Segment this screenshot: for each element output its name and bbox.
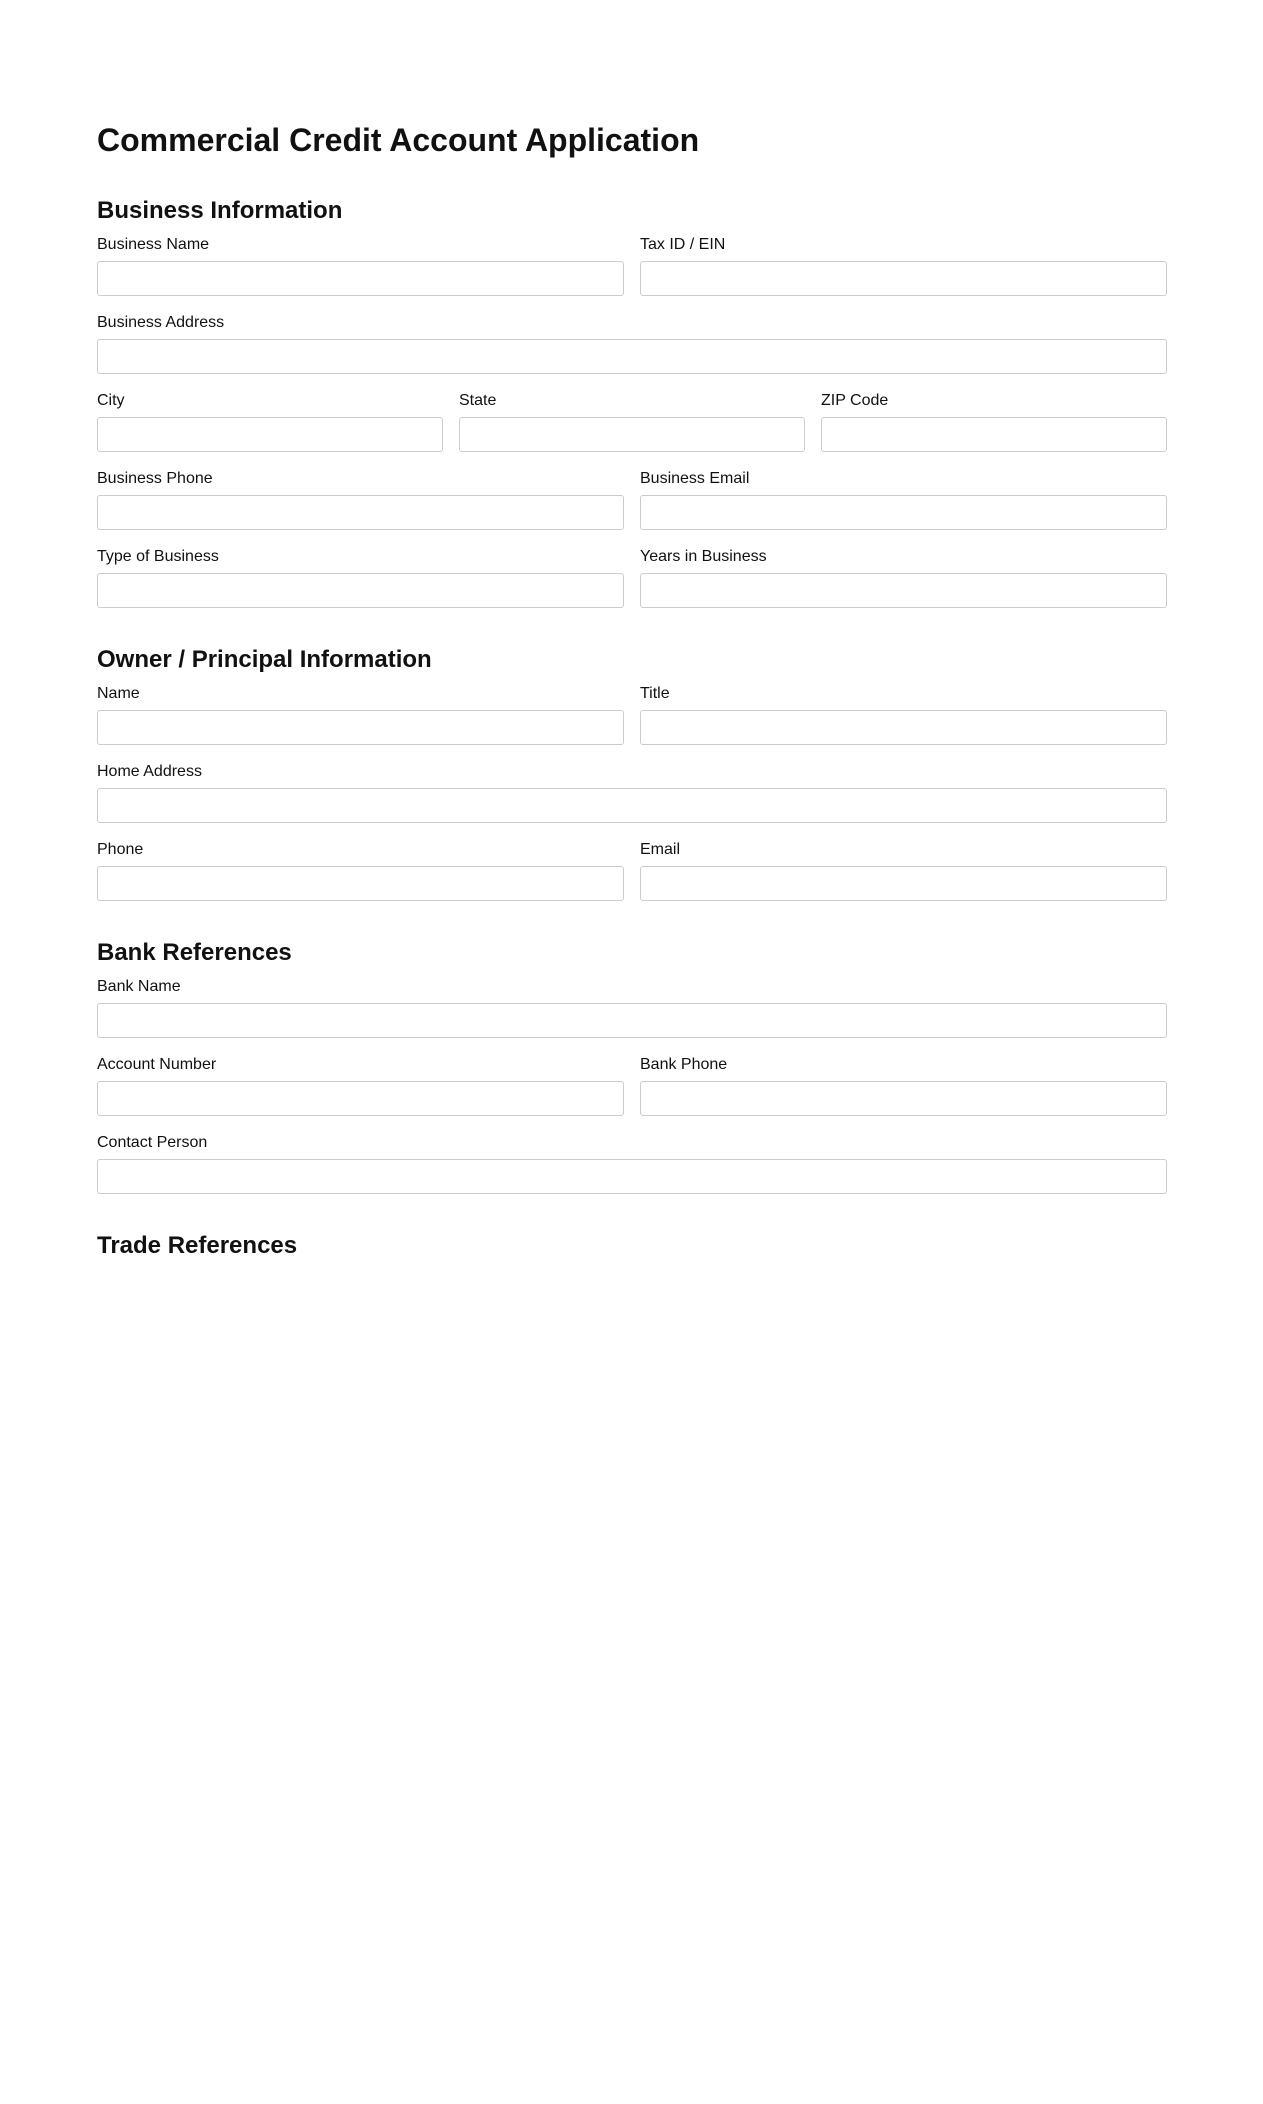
home-address-input[interactable] — [97, 788, 1167, 823]
owner-name-label: Name — [97, 685, 140, 702]
city-label: City — [97, 392, 125, 409]
business-name-input[interactable] — [97, 261, 624, 296]
business-phone-input[interactable] — [97, 495, 624, 530]
bank-phone-input[interactable] — [640, 1081, 1167, 1116]
business-name-label: Business Name — [97, 236, 210, 253]
section-bank-references — [97, 939, 1167, 1194]
field-owner-title — [640, 684, 1167, 745]
section-title-bank-references: Bank References — [97, 939, 292, 966]
form-row — [97, 684, 1167, 745]
bank-name-input[interactable] — [97, 1003, 1167, 1038]
field-state — [459, 391, 805, 452]
form-row — [97, 391, 1167, 452]
field-bank-name — [97, 977, 1167, 1038]
owner-name-input[interactable] — [97, 710, 624, 745]
account-number-input[interactable] — [97, 1081, 624, 1116]
owner-phone-label: Phone — [97, 841, 144, 858]
owner-title-label: Title — [640, 685, 670, 702]
field-tax-id — [640, 235, 1167, 296]
city-input[interactable] — [97, 417, 443, 452]
business-email-input[interactable] — [640, 495, 1167, 530]
contact-person-label: Contact Person — [97, 1134, 208, 1151]
form-row — [97, 1055, 1167, 1116]
owner-email-label: Email — [640, 841, 681, 858]
field-account-number — [97, 1055, 624, 1116]
field-business-phone — [97, 469, 624, 530]
type-of-business-label: Type of Business — [97, 548, 219, 565]
years-in-business-label: Years in Business — [640, 548, 767, 565]
field-business-address — [97, 313, 1167, 374]
years-in-business-input[interactable] — [640, 573, 1167, 608]
form-row — [97, 762, 1167, 823]
application-form — [97, 122, 1167, 1298]
form-row — [97, 313, 1167, 374]
form-row — [97, 547, 1167, 608]
field-contact-person — [97, 1133, 1167, 1194]
form-row — [97, 469, 1167, 530]
business-address-label: Business Address — [97, 314, 225, 331]
tax-id-label: Tax ID / EIN — [640, 236, 726, 253]
field-type-of-business — [97, 547, 624, 608]
field-city — [97, 391, 443, 452]
owner-email-input[interactable] — [640, 866, 1167, 901]
section-trade-references — [97, 1232, 1167, 1260]
contact-person-input[interactable] — [97, 1159, 1167, 1194]
field-zip-code — [821, 391, 1167, 452]
field-years-in-business — [640, 547, 1167, 608]
section-title-trade-references: Trade References — [97, 1232, 298, 1259]
tax-id-input[interactable] — [640, 261, 1167, 296]
field-owner-name — [97, 684, 624, 745]
state-label: State — [459, 392, 497, 409]
field-business-email — [640, 469, 1167, 530]
zip-code-label: ZIP Code — [821, 392, 889, 409]
section-owner-information — [97, 646, 1167, 901]
account-number-label: Account Number — [97, 1056, 217, 1073]
field-bank-phone — [640, 1055, 1167, 1116]
page-title: Commercial Credit Account Application — [97, 122, 700, 158]
bank-phone-label: Bank Phone — [640, 1056, 728, 1073]
section-business-information — [97, 197, 1167, 608]
home-address-label: Home Address — [97, 763, 202, 780]
owner-phone-input[interactable] — [97, 866, 624, 901]
field-home-address — [97, 762, 1167, 823]
field-owner-email — [640, 840, 1167, 901]
state-input[interactable] — [459, 417, 805, 452]
business-phone-label: Business Phone — [97, 470, 213, 487]
section-title-business-information: Business Information — [97, 197, 343, 224]
field-business-name — [97, 235, 624, 296]
business-email-label: Business Email — [640, 470, 750, 487]
owner-title-input[interactable] — [640, 710, 1167, 745]
zip-code-input[interactable] — [821, 417, 1167, 452]
business-address-input[interactable] — [97, 339, 1167, 374]
form-row — [97, 977, 1167, 1038]
form-row — [97, 840, 1167, 901]
section-title-owner-information: Owner / Principal Information — [97, 646, 432, 673]
form-row — [97, 1133, 1167, 1194]
form-row — [97, 235, 1167, 296]
bank-name-label: Bank Name — [97, 978, 181, 995]
field-owner-phone — [97, 840, 624, 901]
type-of-business-input[interactable] — [97, 573, 624, 608]
